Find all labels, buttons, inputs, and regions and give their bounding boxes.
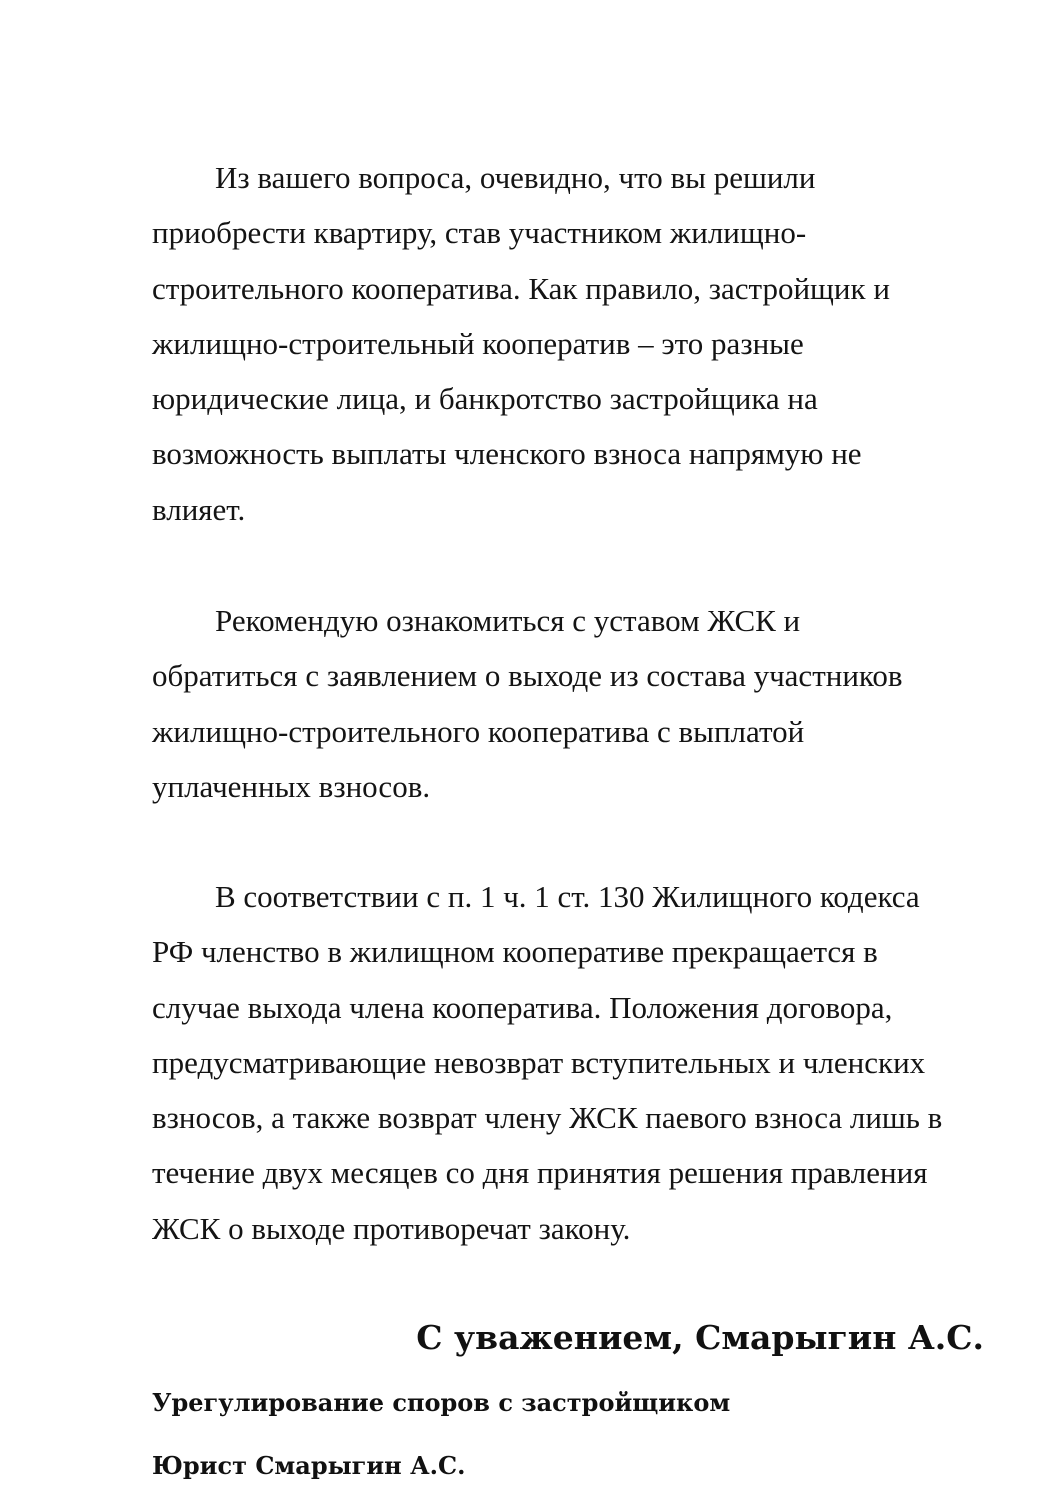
paragraph-line: жилищно-строительный кооператив – это разные <box>152 325 804 361</box>
paragraph-line: Из вашего вопроса, очевидно, что вы решили <box>215 160 816 195</box>
paragraph-line: предусматривающие невозврат вступительных и членских <box>152 1044 926 1080</box>
paragraph-line: Рекомендую ознакомиться с уставом ЖСК и <box>215 603 801 638</box>
paragraph-line: В соответствии с п. 1 ч. 1 ст. 130 Жилищного кодекса <box>215 879 920 914</box>
paragraph-line: жилищно-строительного кооператива с выплатой <box>152 713 805 749</box>
paragraph-line: течение двух месяцев со дня принятия решения правления <box>152 1155 928 1191</box>
paragraph-line: РФ членство в жилищном кооперативе прекращается в <box>152 934 878 970</box>
paragraph-line: юридические лица, и банкротство застройщика на <box>152 381 818 417</box>
paragraph-line: возможность выплаты членского взноса напрямую не <box>152 436 862 472</box>
paragraph-line: строительного кооператива. Как правило, застройщик и <box>152 270 890 306</box>
footer-author: Юрист Смарыгин А.С. <box>152 1451 466 1480</box>
paragraph-line: уплаченных взносов. <box>152 768 431 804</box>
paragraph-intro <box>152 150 982 537</box>
paragraph-line: случае выхода члена кооператива. Положения договора, <box>152 989 893 1025</box>
paragraph-line: влияет. <box>152 491 246 527</box>
paragraph-line: ЖСК о выходе противоречат закону. <box>152 1210 631 1246</box>
paragraph-line: обратиться с заявлением о выходе из состава участников <box>152 658 903 694</box>
paragraph-line: приобрести квартиру, став участником жилищно- <box>152 215 807 251</box>
footer-service: Урегулирование споров с застройщиком <box>152 1388 731 1417</box>
signature: С уважением, Смарыгин А.С. <box>416 1318 984 1357</box>
paragraph-legal-basis <box>152 869 982 1256</box>
paragraph-line: взносов, а также возврат члену ЖСК паевого взноса лишь в <box>152 1100 943 1136</box>
paragraph-recommendation <box>152 593 982 814</box>
